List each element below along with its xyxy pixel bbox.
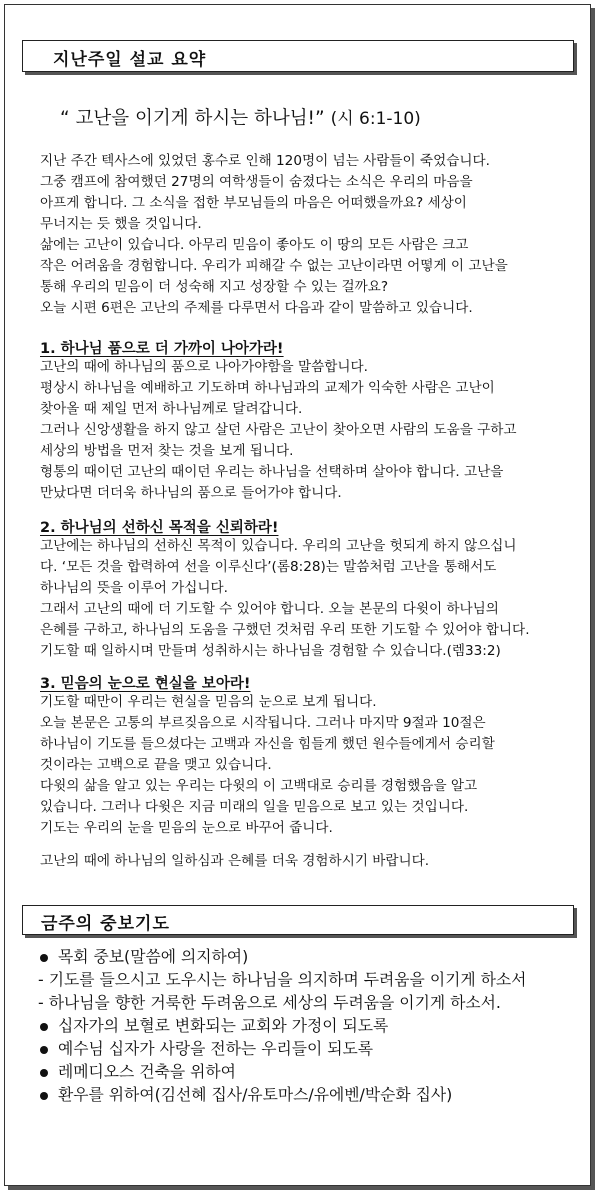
point-3-line: 하나님이 기도를 들으셨다는 고백과 자신을 힘들게 했던 원수들에게서 승리할	[40, 736, 495, 752]
point-1-line: 찾아올 때 제일 먼저 하나님께로 달려갑니다.	[40, 401, 303, 417]
prayer-item-text: 레메디오스 건축을 위하여	[58, 1062, 236, 1081]
point-1-line: 세상의 방법을 먼저 찾는 것을 보게 됩니다.	[40, 443, 294, 459]
bullet-icon	[40, 1023, 48, 1031]
prayer-item	[38, 1059, 236, 1082]
prayer-item-text: - 기도를 들으시고 도우시는 하나님을 의지하며 두려움을 이기게 하소서	[38, 970, 527, 989]
point-heading-3: 3. 믿음의 눈으로 현실을 보아라!	[40, 676, 251, 692]
closing-line: 고난의 때에 하나님의 일하심과 은혜를 더욱 경험하시기 바랍니다.	[40, 853, 430, 869]
bullet-icon	[40, 954, 48, 962]
bullet-icon	[40, 1069, 48, 1077]
point-2-line: 고난에는 하나님의 선하신 목적이 있습니다. 우리의 고난을 헛되게 하지 않으십니	[40, 538, 517, 554]
point-1-line: 형통의 때이던 고난의 때이던 우리는 하나님을 선택하며 살아야 합니다. 고난을	[40, 464, 504, 480]
prayer-item-text: 목회 중보(말씀에 의지하여)	[58, 947, 249, 966]
prayer-item	[38, 1013, 388, 1036]
point-heading-2: 2. 하나님의 선하신 목적을 신뢰하라!	[40, 520, 279, 536]
point-1-line: 그러나 신앙생활을 하지 않고 살던 사람은 고난이 찾아오면 사람의 도움을 구하고	[40, 422, 517, 438]
point-2-line: 그래서 고난의 때에 더 기도할 수 있어야 합니다. 오늘 본문의 다윗이 하나님의	[40, 601, 499, 617]
intro-line: 오늘 시편 6편은 고난의 주제를 다루면서 다음과 같이 말씀하고 있습니다.	[40, 300, 473, 316]
prayer-item-text: - 하나님을 향한 거룩한 두려움으로 세상의 두려움을 이기게 하소서.	[38, 993, 501, 1012]
point-3-line: 있습니다. 그러나 다윗은 지금 미래의 일을 믿음으로 보고 있는 것입니다.	[40, 799, 469, 815]
section-title: 지난주일 설교 요약	[53, 50, 207, 70]
intro-line: 삶에는 고난이 있습니다. 아무리 믿음이 좋아도 이 땅의 모든 사람은 크고	[40, 237, 469, 253]
point-3-line: 기도할 때만이 우리는 현실을 믿음의 눈으로 보게 됩니다.	[40, 694, 377, 710]
point-1-line: 만났다면 더더욱 하나님의 품으로 들어가야 합니다.	[40, 485, 342, 501]
bullet-icon	[40, 1092, 48, 1100]
point-2-line: 하나님의 뜻을 이루어 가십니다.	[40, 580, 228, 596]
intro-line: 지난 주간 텍사스에 있었던 홍수로 인해 120명이 넘는 사람들이 죽었습니다.	[40, 153, 490, 169]
intro-line: 그중 캠프에 참여했던 27명의 여학생들이 숨졌다는 소식은 우리의 마음을	[40, 174, 473, 190]
point-3-line: 다윗의 삶을 알고 있는 우리는 다윗의 이 고백대로 승리를 경험했음을 알고	[40, 778, 478, 794]
intro-line: 작은 어려움을 경험합니다. 우리가 피해갈 수 없는 고난이라면 어떻게 이 고난을	[40, 258, 508, 274]
point-2-line: 은혜를 구하고, 하나님의 도움을 구했던 것처럼 우리 또한 기도할 수 있어야 합니다.	[40, 622, 530, 638]
prayer-subitem	[38, 990, 501, 1013]
point-3-line: 오늘 본문은 고통의 부르짖음으로 시작됩니다. 그러나 마지막 9절과 10절은	[40, 715, 486, 731]
sermon-title	[60, 104, 421, 130]
prayer-item	[38, 1082, 452, 1105]
sermon-reference: (시 6:1-10)	[330, 109, 421, 129]
prayer-item-text: 예수님 십자가 사랑을 전하는 우리들이 되도록	[58, 1039, 374, 1058]
point-1-line: 평상시 하나님을 예배하고 기도하며 하나님과의 교제가 익숙한 사람은 고난이	[40, 380, 495, 396]
point-1-line: 고난의 때에 하나님의 품으로 나아가야함을 말씀합니다.	[40, 359, 368, 375]
point-2-line: 기도할 때 일하시며 만들며 성취하시는 하나님을 경험할 수 있습니다.(렘33:2)	[40, 643, 501, 659]
point-3-line: 기도는 우리의 눈을 믿음의 눈으로 바꾸어 줍니다.	[40, 820, 333, 836]
intro-line: 통해 우리의 믿음이 더 성숙해 지고 성장할 수 있는 걸까요?	[40, 279, 389, 295]
prayer-item-text: 십자가의 보혈로 변화되는 교회와 가정이 되도록	[58, 1016, 389, 1035]
prayer-item	[38, 1036, 373, 1059]
point-heading-1: 1. 하나님 품으로 더 가까이 나아가라!	[40, 341, 284, 357]
point-3-line: 것이라는 고백으로 끝을 맺고 있습니다.	[40, 757, 272, 773]
prayer-subitem	[38, 967, 526, 990]
sermon-title-text: “ 고난을 이기게 하시는 하나님!”	[60, 108, 325, 129]
prayer-title: 금주의 중보기도	[41, 914, 170, 934]
prayer-header-box	[22, 905, 574, 935]
section-header-box	[22, 40, 574, 72]
bullet-icon	[40, 1046, 48, 1054]
prayer-item-text: 환우를 위하여(김선혜 집사/유토마스/유에벤/박순화 집사)	[58, 1085, 453, 1104]
intro-line: 무너지는 듯 했을 것입니다.	[40, 216, 202, 232]
intro-line: 아프게 합니다. 그 소식을 접한 부모님들의 마음은 어떠했을까요? 세상이	[40, 195, 467, 211]
point-2-line: 다. ‘모든 것을 합력하여 선을 이루신다’(롬8:28)는 말씀처럼 고난을 통해서도	[40, 559, 497, 575]
prayer-item	[38, 944, 248, 967]
